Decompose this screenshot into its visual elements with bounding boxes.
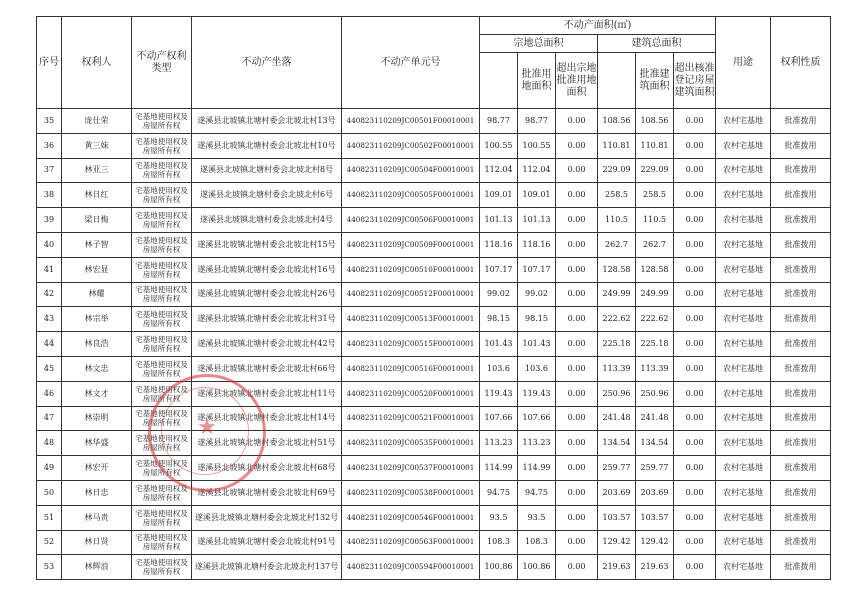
row-seq: 42 xyxy=(37,282,62,307)
row-land-approved: 118.16 xyxy=(518,232,556,257)
row-holder: 林宗举 xyxy=(62,307,132,332)
row-land-exceed: 0.00 xyxy=(556,555,598,580)
row-holder: 林马贵 xyxy=(62,505,132,530)
row-seq: 47 xyxy=(37,406,62,431)
row-seq: 43 xyxy=(37,307,62,332)
row-holder: 林亚三 xyxy=(62,158,132,183)
row-seq: 50 xyxy=(37,480,62,505)
row-seq: 41 xyxy=(37,257,62,282)
row-holder: 林日贤 xyxy=(62,530,132,555)
row-land-approved: 98.77 xyxy=(518,109,556,134)
row-location: 遂溪县北坡镇北塘村委会北坡北村91号 xyxy=(192,530,342,555)
row-usage: 农村宅基地 xyxy=(716,158,771,183)
table-row xyxy=(37,282,831,307)
row-build-approved: 259.77 xyxy=(636,456,674,481)
row-land-total: 107.66 xyxy=(480,406,518,431)
row-build-approved: 219.63 xyxy=(636,555,674,580)
row-location: 遂溪县北坡镇北塘村委会北坡北村31号 xyxy=(192,307,342,332)
header-location: 不动产坐落 xyxy=(192,17,342,109)
row-usage: 农村宅基地 xyxy=(716,530,771,555)
row-land-total: 114.99 xyxy=(480,456,518,481)
row-land-approved: 108.3 xyxy=(518,530,556,555)
row-land-total: 100.55 xyxy=(480,133,518,158)
row-usage: 农村宅基地 xyxy=(716,356,771,381)
row-build-exceed: 0.00 xyxy=(674,282,716,307)
row-type: 宅基地使用权及房屋所有权 xyxy=(132,183,192,208)
row-unit-no: 440823110209JC00505F00010001 xyxy=(342,183,480,208)
row-location: 遂溪县北坡镇北塘村委会北坡北村11号 xyxy=(192,381,342,406)
row-usage: 农村宅基地 xyxy=(716,332,771,357)
header-seq: 序号 xyxy=(37,17,62,109)
row-build-approved: 103.57 xyxy=(636,505,674,530)
row-usage: 农村宅基地 xyxy=(716,307,771,332)
row-unit-no: 440823110209JC00535F00010001 xyxy=(342,431,480,456)
row-nature: 批准拨用 xyxy=(771,480,831,505)
table-row xyxy=(37,183,831,208)
row-build-approved: 113.39 xyxy=(636,356,674,381)
row-build-exceed: 0.00 xyxy=(674,183,716,208)
row-type: 宅基地使用权及房屋所有权 xyxy=(132,332,192,357)
row-seq: 48 xyxy=(37,431,62,456)
row-build-total: 225.18 xyxy=(598,332,636,357)
table-row xyxy=(37,381,831,406)
row-land-exceed: 0.00 xyxy=(556,431,598,456)
row-usage: 农村宅基地 xyxy=(716,406,771,431)
row-seq: 46 xyxy=(37,381,62,406)
row-type: 宅基地使用权及房屋所有权 xyxy=(132,530,192,555)
table-row xyxy=(37,431,831,456)
row-nature: 批准拨用 xyxy=(771,257,831,282)
row-land-exceed: 0.00 xyxy=(556,480,598,505)
row-holder: 林宏开 xyxy=(62,456,132,481)
row-build-approved: 110.5 xyxy=(636,208,674,233)
table-row xyxy=(37,232,831,257)
row-type: 宅基地使用权及房屋所有权 xyxy=(132,480,192,505)
row-build-total: 108.56 xyxy=(598,109,636,134)
row-unit-no: 440823110209JC00512F00010001 xyxy=(342,282,480,307)
row-unit-no: 440823110209JC00513F00010001 xyxy=(342,307,480,332)
row-build-exceed: 0.00 xyxy=(674,381,716,406)
row-land-total: 98.77 xyxy=(480,109,518,134)
table-header xyxy=(37,17,831,109)
row-nature: 批准拨用 xyxy=(771,208,831,233)
row-usage: 农村宅基地 xyxy=(716,257,771,282)
row-seq: 45 xyxy=(37,356,62,381)
row-land-approved: 100.86 xyxy=(518,555,556,580)
row-land-exceed: 0.00 xyxy=(556,257,598,282)
table-row xyxy=(37,530,831,555)
row-location: 遂溪县北坡镇北塘村委会北坡北村15号 xyxy=(192,232,342,257)
row-unit-no: 440823110209JC00502F00010001 xyxy=(342,133,480,158)
header-type: 不动产权利类型 xyxy=(132,17,192,109)
row-land-approved: 93.5 xyxy=(518,505,556,530)
row-land-exceed: 0.00 xyxy=(556,332,598,357)
registry-table xyxy=(36,16,831,580)
table-row xyxy=(37,480,831,505)
row-seq: 38 xyxy=(37,183,62,208)
row-seq: 52 xyxy=(37,530,62,555)
row-land-total: 98.15 xyxy=(480,307,518,332)
seal-star-icon: ★ xyxy=(197,415,217,440)
row-build-approved: 229.09 xyxy=(636,158,674,183)
row-holder: 林宏显 xyxy=(62,257,132,282)
row-usage: 农村宅基地 xyxy=(716,109,771,134)
row-nature: 批准拨用 xyxy=(771,406,831,431)
row-land-total: 107.17 xyxy=(480,257,518,282)
row-holder: 林良浩 xyxy=(62,332,132,357)
row-usage: 农村宅基地 xyxy=(716,208,771,233)
row-build-total: 203.69 xyxy=(598,480,636,505)
row-build-total: 103.57 xyxy=(598,505,636,530)
row-type: 宅基地使用权及房屋所有权 xyxy=(132,356,192,381)
row-build-approved: 249.99 xyxy=(636,282,674,307)
row-build-approved: 110.81 xyxy=(636,133,674,158)
row-build-approved: 128.58 xyxy=(636,257,674,282)
row-nature: 批准拨用 xyxy=(771,133,831,158)
row-holder: 林日忠 xyxy=(62,480,132,505)
row-location: 遂溪县北坡镇北塘村委会北坡北村14号 xyxy=(192,406,342,431)
row-build-exceed: 0.00 xyxy=(674,257,716,282)
row-land-approved: 103.6 xyxy=(518,356,556,381)
row-build-total: 262.7 xyxy=(598,232,636,257)
row-build-total: 222.62 xyxy=(598,307,636,332)
row-land-total: 109.01 xyxy=(480,183,518,208)
table-row xyxy=(37,555,831,580)
row-nature: 批准拨用 xyxy=(771,332,831,357)
header-build-placeholder xyxy=(598,53,636,109)
row-unit-no: 440823110209JC00537F00010001 xyxy=(342,456,480,481)
row-unit-no: 440823110209JC00506F00010001 xyxy=(342,208,480,233)
row-location: 遂溪县北坡镇北塘村委会北坡北村10号 xyxy=(192,133,342,158)
row-type: 宅基地使用权及房屋所有权 xyxy=(132,381,192,406)
row-unit-no: 440823110209JC00501F00010001 xyxy=(342,109,480,134)
row-unit-no: 440823110209JC00509F00010001 xyxy=(342,232,480,257)
row-seq: 36 xyxy=(37,133,62,158)
row-build-exceed: 0.00 xyxy=(674,431,716,456)
row-land-total: 119.43 xyxy=(480,381,518,406)
row-build-approved: 222.62 xyxy=(636,307,674,332)
table-row xyxy=(37,133,831,158)
row-unit-no: 440823110209JC00504F00010001 xyxy=(342,158,480,183)
row-location: 遂溪县北坡镇北塘村委会北坡北村69号 xyxy=(192,480,342,505)
row-land-exceed: 0.00 xyxy=(556,208,598,233)
row-holder: 林耀 xyxy=(62,282,132,307)
row-build-exceed: 0.00 xyxy=(674,332,716,357)
table-row xyxy=(37,307,831,332)
row-build-approved: 225.18 xyxy=(636,332,674,357)
row-holder: 林崇明 xyxy=(62,406,132,431)
row-land-exceed: 0.00 xyxy=(556,133,598,158)
row-type: 宅基地使用权及房屋所有权 xyxy=(132,307,192,332)
row-type: 宅基地使用权及房屋所有权 xyxy=(132,282,192,307)
row-nature: 批准拨用 xyxy=(771,158,831,183)
row-land-total: 93.5 xyxy=(480,505,518,530)
table-body xyxy=(37,109,831,580)
row-type: 宅基地使用权及房屋所有权 xyxy=(132,456,192,481)
row-land-exceed: 0.00 xyxy=(556,381,598,406)
row-build-approved: 129.42 xyxy=(636,530,674,555)
row-nature: 批准拨用 xyxy=(771,109,831,134)
row-nature: 批准拨用 xyxy=(771,530,831,555)
row-usage: 农村宅基地 xyxy=(716,456,771,481)
row-unit-no: 440823110209JC00546F00010001 xyxy=(342,505,480,530)
row-land-exceed: 0.00 xyxy=(556,406,598,431)
row-seq: 39 xyxy=(37,208,62,233)
row-seq: 53 xyxy=(37,555,62,580)
row-seq: 44 xyxy=(37,332,62,357)
row-land-exceed: 0.00 xyxy=(556,109,598,134)
row-usage: 农村宅基地 xyxy=(716,505,771,530)
table-row xyxy=(37,406,831,431)
row-build-total: 229.09 xyxy=(598,158,636,183)
row-type: 宅基地使用权及房屋所有权 xyxy=(132,232,192,257)
row-type: 宅基地使用权及房屋所有权 xyxy=(132,406,192,431)
row-build-total: 241.48 xyxy=(598,406,636,431)
table-row xyxy=(37,158,831,183)
row-land-total: 118.16 xyxy=(480,232,518,257)
row-holder: 庞仕荣 xyxy=(62,109,132,134)
row-land-exceed: 0.00 xyxy=(556,505,598,530)
row-nature: 批准拨用 xyxy=(771,456,831,481)
row-land-exceed: 0.00 xyxy=(556,158,598,183)
row-unit-no: 440823110209JC00520F00010001 xyxy=(342,381,480,406)
row-seq: 35 xyxy=(37,109,62,134)
row-usage: 农村宅基地 xyxy=(716,480,771,505)
row-nature: 批准拨用 xyxy=(771,232,831,257)
row-seq: 51 xyxy=(37,505,62,530)
row-build-exceed: 0.00 xyxy=(674,356,716,381)
row-location: 遂溪县北坡镇北塘村委会北坡北村8号 xyxy=(192,158,342,183)
row-nature: 批准拨用 xyxy=(771,555,831,580)
row-unit-no: 440823110209JC00594F00010001 xyxy=(342,555,480,580)
row-build-exceed: 0.00 xyxy=(674,480,716,505)
row-type: 宅基地使用权及房屋所有权 xyxy=(132,431,192,456)
row-land-approved: 101.43 xyxy=(518,332,556,357)
row-usage: 农村宅基地 xyxy=(716,381,771,406)
row-build-exceed: 0.00 xyxy=(674,530,716,555)
row-seq: 40 xyxy=(37,232,62,257)
row-build-approved: 203.69 xyxy=(636,480,674,505)
row-unit-no: 440823110209JC00510F00010001 xyxy=(342,257,480,282)
row-build-total: 258.5 xyxy=(598,183,636,208)
row-location: 遂溪县北坡镇北塘村委会北坡北村42号 xyxy=(192,332,342,357)
row-build-total: 134.54 xyxy=(598,431,636,456)
row-land-exceed: 0.00 xyxy=(556,456,598,481)
row-land-approved: 119.43 xyxy=(518,381,556,406)
row-holder: 林日红 xyxy=(62,183,132,208)
row-build-total: 249.99 xyxy=(598,282,636,307)
row-build-exceed: 0.00 xyxy=(674,232,716,257)
row-location: 遂溪县北坡镇北塘村委会北坡北村16号 xyxy=(192,257,342,282)
table-row xyxy=(37,505,831,530)
table-row xyxy=(37,208,831,233)
row-build-exceed: 0.00 xyxy=(674,208,716,233)
row-land-exceed: 0.00 xyxy=(556,530,598,555)
row-unit-no: 440823110209JC00563F00010001 xyxy=(342,530,480,555)
row-location: 遂溪县北坡镇北塘村委会北坡北村132号 xyxy=(192,505,342,530)
header-usage: 用途 xyxy=(716,17,771,109)
row-land-approved: 113.23 xyxy=(518,431,556,456)
row-usage: 农村宅基地 xyxy=(716,232,771,257)
row-build-exceed: 0.00 xyxy=(674,505,716,530)
row-land-total: 94.75 xyxy=(480,480,518,505)
row-nature: 批准拨用 xyxy=(771,282,831,307)
row-holder: 林文才 xyxy=(62,381,132,406)
header-build-approved: 批准建筑面积 xyxy=(636,53,674,109)
row-holder: 林子智 xyxy=(62,232,132,257)
row-land-exceed: 0.00 xyxy=(556,356,598,381)
row-build-approved: 241.48 xyxy=(636,406,674,431)
header-land-approved: 批准用地面积 xyxy=(518,53,556,109)
row-land-approved: 99.02 xyxy=(518,282,556,307)
row-type: 宅基地使用权及房屋所有权 xyxy=(132,109,192,134)
row-holder: 林辉浪 xyxy=(62,555,132,580)
row-land-total: 101.43 xyxy=(480,332,518,357)
table-row xyxy=(37,456,831,481)
row-land-approved: 101.13 xyxy=(518,208,556,233)
row-build-total: 128.58 xyxy=(598,257,636,282)
row-holder: 林文忠 xyxy=(62,356,132,381)
row-build-approved: 108.56 xyxy=(636,109,674,134)
row-holder: 黄三妹 xyxy=(62,133,132,158)
row-build-approved: 262.7 xyxy=(636,232,674,257)
row-usage: 农村宅基地 xyxy=(716,133,771,158)
table-row xyxy=(37,257,831,282)
row-land-approved: 100.55 xyxy=(518,133,556,158)
header-build-exceed: 超出核准登记房屋建筑面积 xyxy=(674,53,716,109)
row-build-approved: 134.54 xyxy=(636,431,674,456)
row-unit-no: 440823110209JC00516F00010001 xyxy=(342,356,480,381)
row-seq: 37 xyxy=(37,158,62,183)
row-type: 宅基地使用权及房屋所有权 xyxy=(132,505,192,530)
row-land-approved: 114.99 xyxy=(518,456,556,481)
row-land-approved: 112.04 xyxy=(518,158,556,183)
header-holder: 权利人 xyxy=(62,17,132,109)
header-area-group: 不动产面积(㎡) xyxy=(480,17,716,35)
row-location: 遂溪县北坡镇北塘村委会北坡北村13号 xyxy=(192,109,342,134)
row-location: 遂溪县北坡镇北塘村委会北坡北村51号 xyxy=(192,431,342,456)
row-build-exceed: 0.00 xyxy=(674,307,716,332)
row-build-exceed: 0.00 xyxy=(674,133,716,158)
row-type: 宅基地使用权及房屋所有权 xyxy=(132,208,192,233)
row-build-total: 259.77 xyxy=(598,456,636,481)
row-land-approved: 107.17 xyxy=(518,257,556,282)
row-nature: 批准拨用 xyxy=(771,505,831,530)
row-unit-no: 440823110209JC00521F00010001 xyxy=(342,406,480,431)
row-nature: 批准拨用 xyxy=(771,307,831,332)
row-holder: 林华盛 xyxy=(62,431,132,456)
row-land-exceed: 0.00 xyxy=(556,282,598,307)
header-unit-no: 不动产单元号 xyxy=(342,17,480,109)
header-land-total: 宗地总面积 xyxy=(480,35,598,53)
row-land-approved: 109.01 xyxy=(518,183,556,208)
row-build-exceed: 0.00 xyxy=(674,109,716,134)
row-land-exceed: 0.00 xyxy=(556,307,598,332)
header-land-exceed: 超出宗地批准用地面积 xyxy=(556,53,598,109)
row-type: 宅基地使用权及房屋所有权 xyxy=(132,555,192,580)
row-land-total: 113.23 xyxy=(480,431,518,456)
header-land-placeholder xyxy=(480,53,518,109)
table-row xyxy=(37,356,831,381)
row-seq: 49 xyxy=(37,456,62,481)
row-land-total: 112.04 xyxy=(480,158,518,183)
row-location: 遂溪县北坡镇北塘村委会北坡北村68号 xyxy=(192,456,342,481)
row-location: 遂溪县北坡镇北塘村委会北坡北村4号 xyxy=(192,208,342,233)
row-build-exceed: 0.00 xyxy=(674,555,716,580)
row-build-exceed: 0.00 xyxy=(674,456,716,481)
row-build-total: 110.5 xyxy=(598,208,636,233)
row-location: 遂溪县北坡镇北塘村委会北坡北村137号 xyxy=(192,555,342,580)
row-build-approved: 258.5 xyxy=(636,183,674,208)
row-land-total: 103.6 xyxy=(480,356,518,381)
row-land-total: 101.13 xyxy=(480,208,518,233)
table-row xyxy=(37,109,831,134)
row-build-total: 129.42 xyxy=(598,530,636,555)
row-type: 宅基地使用权及房屋所有权 xyxy=(132,158,192,183)
header-nature: 权利性质 xyxy=(771,17,831,109)
row-type: 宅基地使用权及房屋所有权 xyxy=(132,133,192,158)
row-usage: 农村宅基地 xyxy=(716,431,771,456)
row-usage: 农村宅基地 xyxy=(716,555,771,580)
row-nature: 批准拨用 xyxy=(771,431,831,456)
row-usage: 农村宅基地 xyxy=(716,282,771,307)
row-build-approved: 250.96 xyxy=(636,381,674,406)
header-build-total: 建筑总面积 xyxy=(598,35,716,53)
row-land-approved: 98.15 xyxy=(518,307,556,332)
row-unit-no: 440823110209JC00538F00010001 xyxy=(342,480,480,505)
row-land-total: 100.86 xyxy=(480,555,518,580)
row-land-exceed: 0.00 xyxy=(556,183,598,208)
row-land-exceed: 0.00 xyxy=(556,232,598,257)
row-nature: 批准拨用 xyxy=(771,183,831,208)
row-build-total: 113.39 xyxy=(598,356,636,381)
row-land-approved: 94.75 xyxy=(518,480,556,505)
row-build-total: 110.81 xyxy=(598,133,636,158)
row-location: 遂溪县北坡镇北塘村委会北坡北村6号 xyxy=(192,183,342,208)
row-build-total: 219.63 xyxy=(598,555,636,580)
row-land-total: 108.3 xyxy=(480,530,518,555)
row-build-exceed: 0.00 xyxy=(674,406,716,431)
row-nature: 批准拨用 xyxy=(771,356,831,381)
row-land-total: 99.02 xyxy=(480,282,518,307)
row-build-exceed: 0.00 xyxy=(674,158,716,183)
row-nature: 批准拨用 xyxy=(771,381,831,406)
row-location: 遂溪县北坡镇北塘村委会北坡北村66号 xyxy=(192,356,342,381)
row-location: 遂溪县北坡镇北塘村委会北坡北村26号 xyxy=(192,282,342,307)
row-build-total: 250.96 xyxy=(598,381,636,406)
row-holder: 梁日梅 xyxy=(62,208,132,233)
row-land-approved: 107.66 xyxy=(518,406,556,431)
row-unit-no: 440823110209JC00515F00010001 xyxy=(342,332,480,357)
table-row xyxy=(37,332,831,357)
row-usage: 农村宅基地 xyxy=(716,183,771,208)
row-type: 宅基地使用权及房屋所有权 xyxy=(132,257,192,282)
